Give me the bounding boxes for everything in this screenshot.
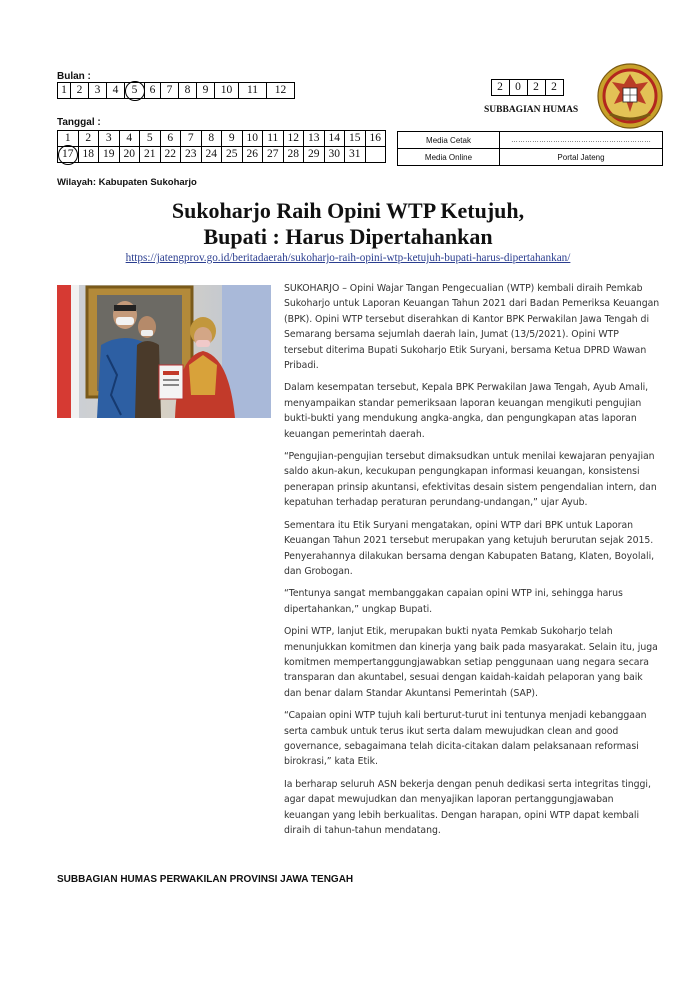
month-cell: 1 bbox=[58, 83, 71, 99]
day-cell: 18 bbox=[79, 147, 100, 163]
month-cell: 2 bbox=[71, 83, 89, 99]
title-line-2: Bupati : Harus Dipertahankan bbox=[203, 224, 493, 249]
day-cell: 1 bbox=[58, 131, 79, 147]
day-cell: 5 bbox=[140, 131, 161, 147]
article-paragraph: “Capaian opini WTP tujuh kali berturut-turut ini tentunya menjadi kebanggaan serta cambuk untuk terus ikut serta dalam mewujudkan clean and good governance, sebagaimana telah dicita-citakan dalam pelaksanaan reformasi birokrasi,” kata Etik. bbox=[284, 710, 647, 768]
day-cell: 13 bbox=[304, 131, 325, 147]
award-photo bbox=[57, 285, 271, 418]
year-box bbox=[491, 79, 564, 96]
day-cell: 15 bbox=[345, 131, 366, 147]
month-cell: 7 bbox=[161, 83, 179, 99]
day-grid bbox=[57, 130, 386, 163]
day-cell: 22 bbox=[161, 147, 182, 163]
article-paragraph: Ia berharap seluruh ASN bekerja dengan penuh dedikasi serta integritas tinggi, agar dapat mewujudkan dan menyajikan laporan pertanggungjawaban keuangan yang lebih berkualitas. Dengan harapan, opini WTP dapat kembali diraih di tahun-tahun mendatang. bbox=[284, 778, 651, 836]
month-cell: 5 bbox=[125, 83, 145, 99]
footer-text: SUBBAGIAN HUMAS PERWAKILAN PROVINSI JAWA TENGAH bbox=[57, 874, 354, 885]
month-cell: 11 bbox=[239, 83, 267, 99]
day-cell: 29 bbox=[304, 147, 325, 163]
day-cell: 26 bbox=[243, 147, 264, 163]
month-cell: 9 bbox=[197, 83, 215, 99]
media-online-value: Portal Jateng bbox=[500, 149, 663, 166]
article-title bbox=[0, 198, 696, 250]
selected-month-circle bbox=[125, 81, 145, 101]
garuda-emblem-icon bbox=[596, 62, 664, 130]
day-cell: 21 bbox=[140, 147, 161, 163]
day-cell: 31 bbox=[345, 147, 366, 163]
day-cell: 7 bbox=[181, 131, 202, 147]
day-cell: 16 bbox=[366, 131, 387, 147]
article-paragraph: Sementara itu Etik Suryani mengatakan, opini WTP dari BPK untuk Laporan Keuangan Tahun 2021 tersebut merupakan yang ketujuh berurutan sejak 2015. Penyerahannya dilakukan bersama dengan Kabupaten Batang, Klaten, Boyolali, dan Grobogan. bbox=[284, 519, 655, 577]
day-cell: 30 bbox=[325, 147, 346, 163]
day-cell: 11 bbox=[263, 131, 284, 147]
tanggal-label: Tanggal : bbox=[57, 117, 101, 128]
month-cell: 4 bbox=[107, 83, 125, 99]
unit-label: SUBBAGIAN HUMAS bbox=[484, 105, 579, 115]
day-cell: 9 bbox=[222, 131, 243, 147]
article-body bbox=[284, 281, 660, 845]
media-cetak-label: Media Cetak bbox=[398, 132, 500, 149]
article-paragraph: Opini WTP, lanjut Etik, merupakan bukti nyata Pemkab Sukoharjo telah menunjukkan komitmen dan kinerja yang baik pada masyarakat. Selain itu, juga komitmen mempertanggungjawabkan setiap penggunaan uang negara secara transparan dan akuntabel, sesuai dengan kaidah-kaidah pelaporan yang baik dan benar dalam Standar Akuntansi Pemerintah (SAP). bbox=[284, 626, 658, 699]
day-cell: 23 bbox=[181, 147, 202, 163]
month-row bbox=[57, 82, 295, 99]
day-cell: 24 bbox=[202, 147, 223, 163]
article-paragraph: “Pengujian-pengujian tersebut dimaksudkan untuk menilai kewajaran penyajian saldo akun-akun, kecukupan pengungkapan informasi keuangan, konsistensi penerapan prinsip akuntansi, efektivitas desain sistem pengendalian intern, dan kepatuhan terhadap peraturan perundang-undangan,” ujar Ayub. bbox=[284, 451, 657, 509]
media-table bbox=[397, 131, 663, 166]
day-cell: 17 bbox=[58, 147, 79, 163]
media-cetak-value: …………………………………………………… bbox=[500, 132, 663, 149]
wilayah-label: Wilayah: Kabupaten Sukoharjo bbox=[57, 177, 197, 188]
bulan-label: Bulan : bbox=[57, 71, 91, 82]
article-paragraph: Dalam kesempatan tersebut, Kepala BPK Perwakilan Jawa Tengah, Ayub Amali, menyampaikan standar pemeriksaan laporan keuangan mengikuti pengujian bukti-bukti yang mendukung angka-angka, dan pengungkapan atas laporan keuangan pemerintah daerah. bbox=[284, 382, 649, 440]
day-cell: 28 bbox=[284, 147, 305, 163]
article-paragraph: SUKOHARJO – Opini Wajar Tangan Pengecualian (WTP) kembali diraih Pemkab Sukoharjo untuk Laporan Keuangan Tahun 2021 dari Badan Pemeriksa Keuangan (BPK). Opini WTP tersebut diserahkan di Kantor BPK Perwakilan Jawa Tengah di Semarang bersama sejumlah daerah lain, Jumat (13/5/2021). Opini WTP tersebut diterima Bupati Sukoharjo Etik Suryani, bersama Ketua DPRD Wawan Pribadi. bbox=[284, 283, 660, 372]
year-digit: 2 bbox=[492, 80, 510, 96]
year-digit: 0 bbox=[510, 80, 528, 96]
day-cell: 14 bbox=[325, 131, 346, 147]
day-cell: 6 bbox=[161, 131, 182, 147]
article-paragraph: “Tentunya sangat membanggakan capaian opini WTP ini, sehingga harus dipertahankan,” ungkap Bupati. bbox=[284, 588, 623, 615]
month-cell: 8 bbox=[179, 83, 197, 99]
month-cell: 6 bbox=[145, 83, 161, 99]
month-cell: 3 bbox=[89, 83, 107, 99]
day-row-1 bbox=[57, 130, 386, 147]
day-cell: 25 bbox=[222, 147, 243, 163]
day-cell: 2 bbox=[79, 131, 100, 147]
selected-day-circle bbox=[58, 145, 78, 165]
day-cell: 10 bbox=[243, 131, 264, 147]
day-cell: 27 bbox=[263, 147, 284, 163]
month-cell: 10 bbox=[215, 83, 239, 99]
day-cell: 19 bbox=[99, 147, 120, 163]
month-cell: 12 bbox=[267, 83, 295, 99]
day-cell bbox=[366, 147, 387, 163]
year-digit: 2 bbox=[528, 80, 546, 96]
year-digit: 2 bbox=[546, 80, 564, 96]
day-cell: 4 bbox=[120, 131, 141, 147]
day-cell: 3 bbox=[99, 131, 120, 147]
day-row-2 bbox=[57, 147, 386, 163]
day-cell: 20 bbox=[120, 147, 141, 163]
day-cell: 8 bbox=[202, 131, 223, 147]
media-online-label: Media Online bbox=[398, 149, 500, 166]
day-cell: 12 bbox=[284, 131, 305, 147]
title-line-1: Sukoharjo Raih Opini WTP Ketujuh, bbox=[171, 198, 525, 223]
article-url[interactable]: https://jatengprov.go.id/beritadaerah/sukoharjo-raih-opini-wtp-ketujuh-bupati-harus-dipertahankan/ bbox=[125, 252, 571, 264]
